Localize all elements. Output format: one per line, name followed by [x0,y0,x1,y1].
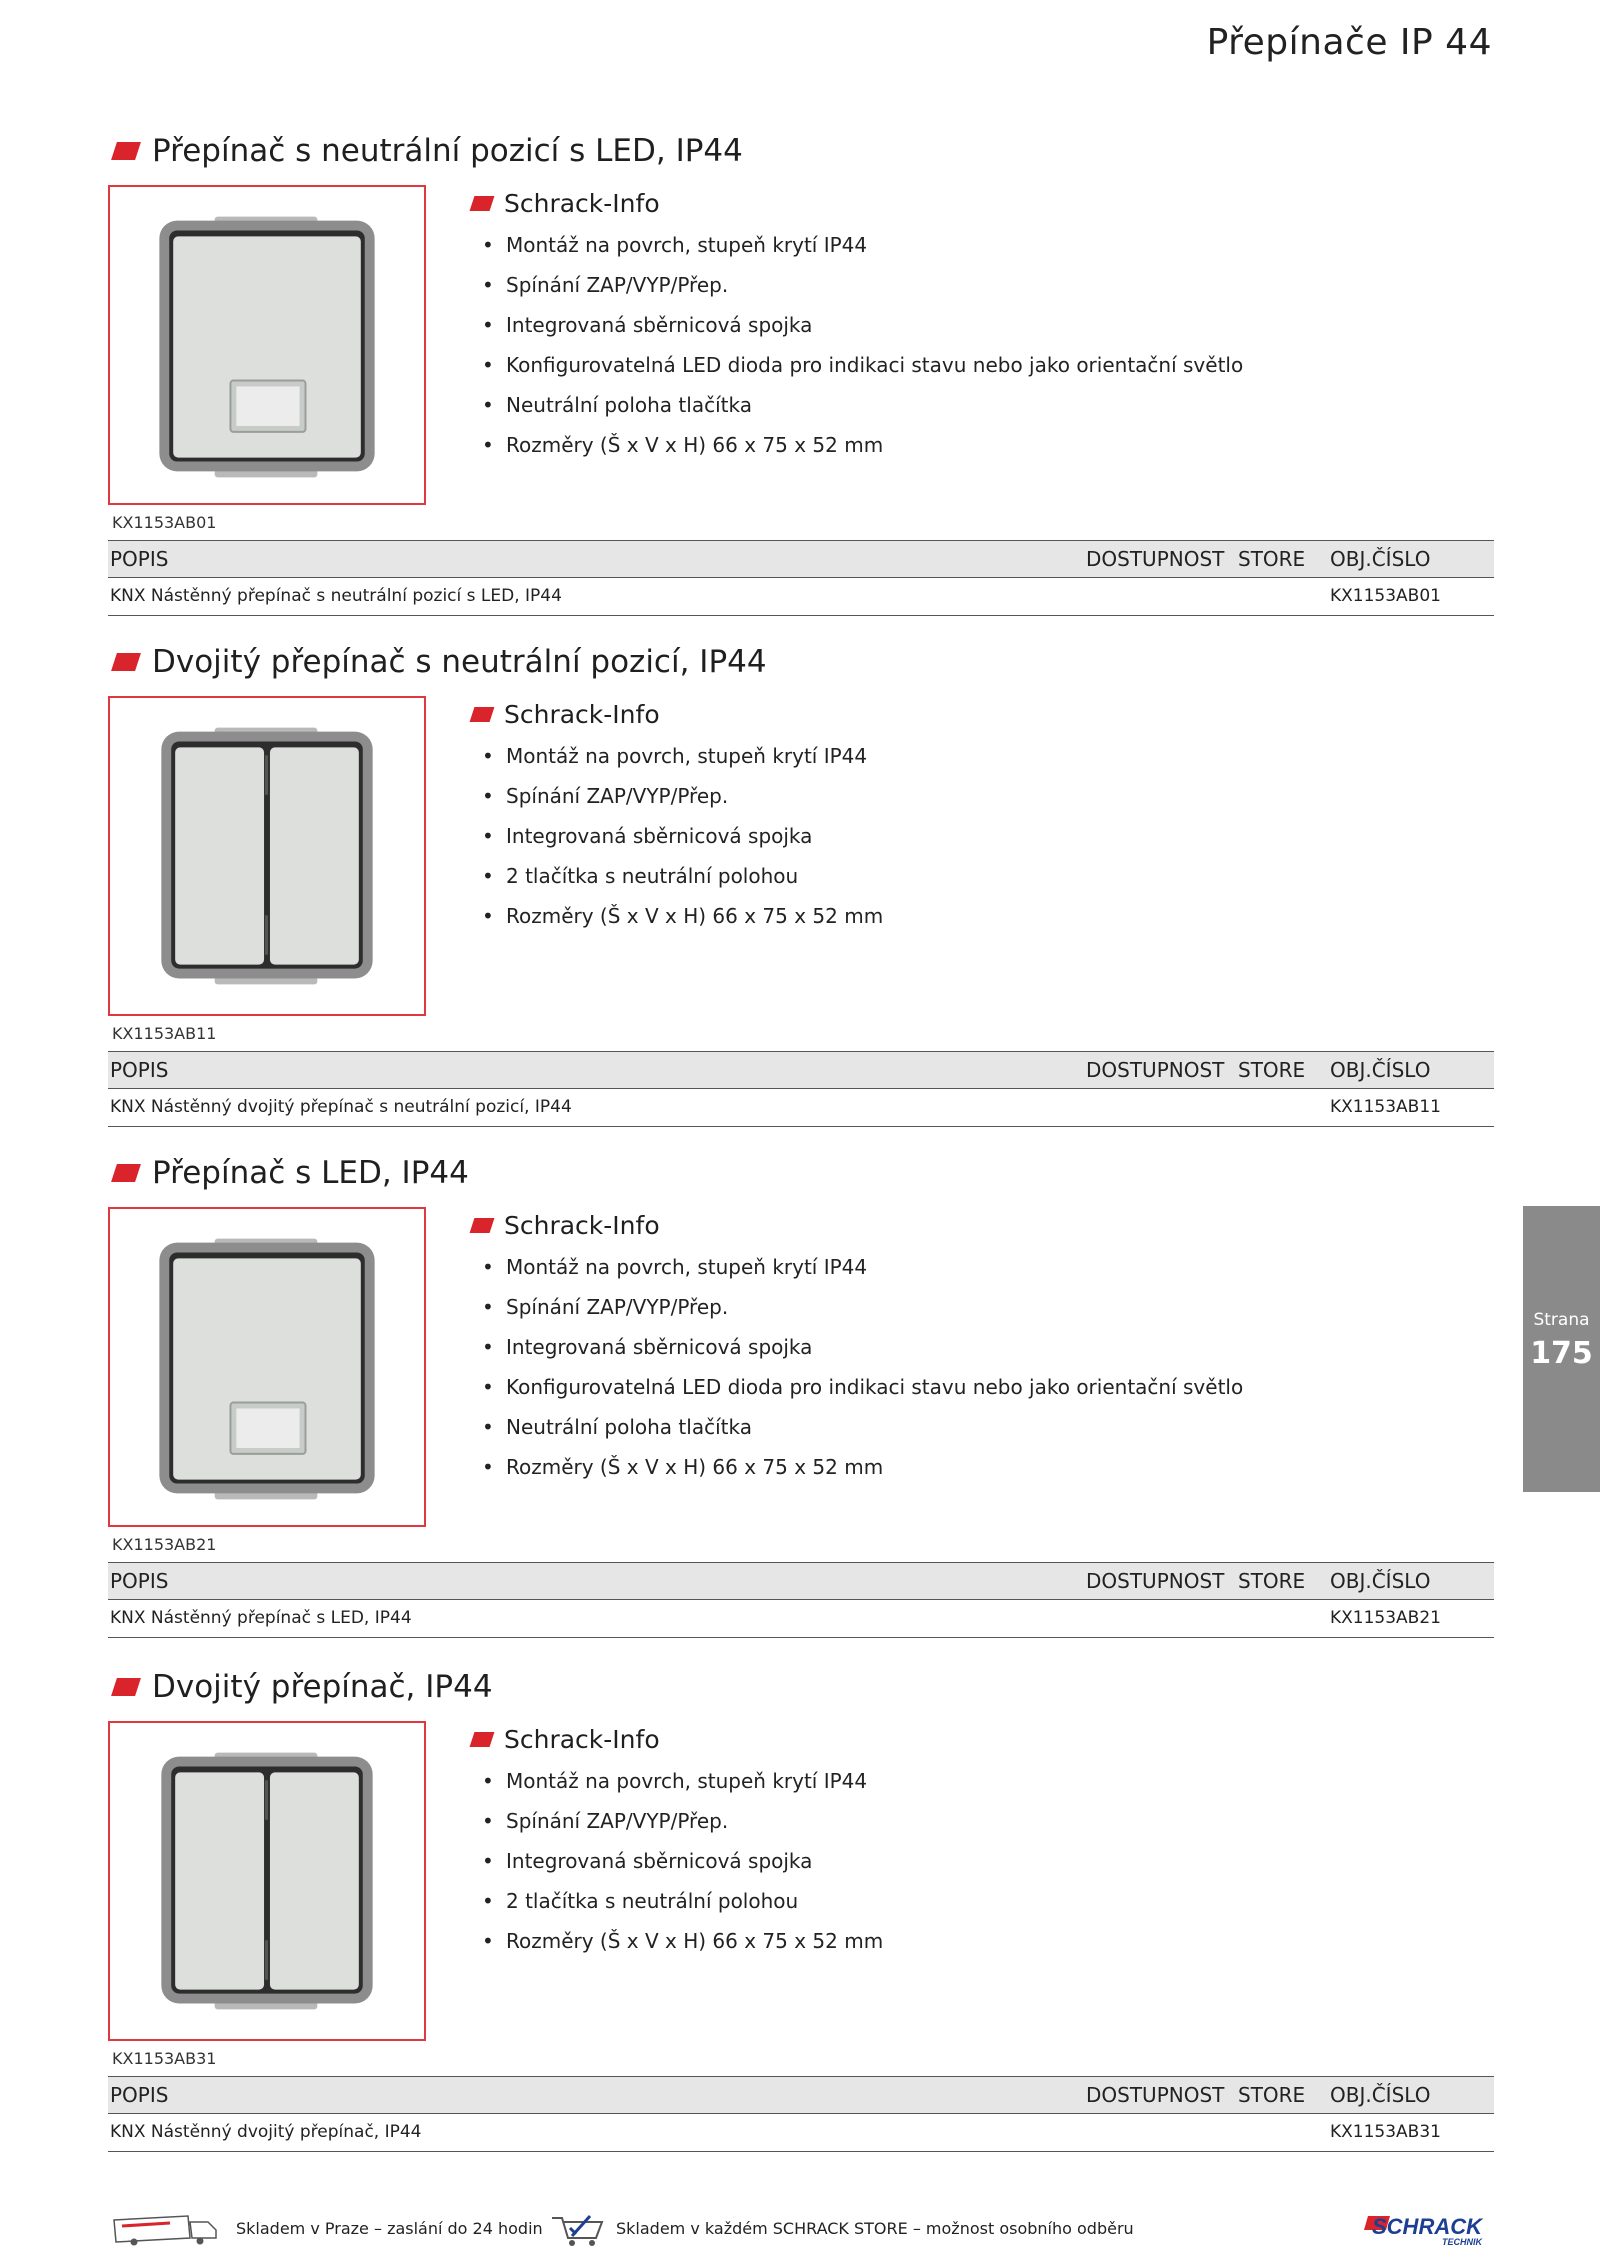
product-table [108,1051,1494,1127]
footer-text-delivery: Skladem v Praze – zaslání do 24 hodin [236,2219,543,2238]
row-obj: KX1153AB31 [1330,2122,1441,2142]
info-title: Schrack-Info [504,1210,660,1240]
svg-text:SCHRACK: SCHRACK [1372,2214,1482,2239]
product-code: KX1153AB01 [112,513,217,532]
info-title: Schrack-Info [504,188,660,218]
bullet-item: • Rozměry (Š x V x H) 66 x 75 x 52 mm [468,1447,1448,1487]
header-store: STORE [1238,2083,1306,2107]
header-obj: OBJ.ČÍSLO [1330,2083,1431,2107]
table-header [108,1562,1494,1600]
red-marker-icon [111,653,141,671]
table-row [108,1600,1494,1638]
section-title: Přepínač s neutrální pozicí s LED, IP44 [152,133,743,169]
product-image-frame [108,1207,426,1527]
product-section [108,638,1494,1138]
bullet-item: • 2 tlačítka s neutrální polohou [468,856,1448,896]
product-image-frame [108,696,426,1016]
page-title: Přepínače IP 44 [1206,22,1492,63]
bullet-item: • Rozměry (Š x V x H) 66 x 75 x 52 mm [468,1921,1448,1961]
header-store: STORE [1238,1569,1306,1593]
single-switch-led-image [110,1209,424,1525]
bullet-item: • 2 tlačítka s neutrální polohou [468,1881,1448,1921]
bullet-item: • Spínání ZAP/VYP/Přep. [468,265,1448,305]
product-table [108,2076,1494,2152]
double-switch-image [110,698,424,1014]
table-row [108,2114,1494,2152]
header-store: STORE [1238,547,1306,571]
bullet-item: • Integrovaná sběrnicová spojka [468,1841,1448,1881]
bullet-item: • Spínání ZAP/VYP/Přep. [468,1801,1448,1841]
product-section [108,127,1494,627]
bullet-item: • Montáž na povrch, stupeň krytí IP44 [468,225,1448,265]
red-marker-icon [470,196,495,211]
bullet-item: • Montáž na povrch, stupeň krytí IP44 [468,1761,1448,1801]
row-obj: KX1153AB11 [1330,1097,1441,1117]
red-marker-icon [470,1732,495,1747]
row-popis: KNX Nástěnný dvojitý přepínač s neutrální pozicí, IP44 [110,1097,572,1117]
bullet-item: • Integrovaná sběrnicová spojka [468,305,1448,345]
bullet-item: • Integrovaná sběrnicová spojka [468,1327,1448,1367]
bullet-item: • Spínání ZAP/VYP/Přep. [468,1287,1448,1327]
bullet-item: • Integrovaná sběrnicová spojka [468,816,1448,856]
table-header [108,2076,1494,2114]
product-section [108,1663,1494,2163]
table-row [108,578,1494,616]
page-number: 175 [1530,1336,1593,1371]
header-obj: OBJ.ČÍSLO [1330,547,1431,571]
red-marker-icon [470,707,495,722]
section-title: Dvojitý přepínač s neutrální pozicí, IP44 [152,644,767,680]
header-popis: POPIS [110,2083,169,2107]
bullet-item: • Konfigurovatelná LED dioda pro indikaci stavu nebo jako orientační světlo [468,345,1448,385]
schrack-info [468,696,1448,936]
info-title: Schrack-Info [504,699,660,729]
bullet-item: • Konfigurovatelná LED dioda pro indikaci stavu nebo jako orientační světlo [468,1367,1448,1407]
header-popis: POPIS [110,1058,169,1082]
product-image-frame [108,1721,426,2041]
bullet-item: • Neutrální poloha tlačítka [468,385,1448,425]
footer-text-store: Skladem v každém SCHRACK STORE – možnost osobního odběru [616,2219,1134,2238]
header-dostupnost: DOSTUPNOST [1086,2083,1225,2107]
truck-icon [110,2212,222,2246]
svg-text:TECHNIK: TECHNIK [1442,2237,1482,2247]
header-dostupnost: DOSTUPNOST [1086,547,1225,571]
section-heading [114,1663,493,1711]
product-image-frame [108,185,426,505]
product-code: KX1153AB11 [112,1024,217,1043]
product-section [108,1149,1494,1649]
double-switch-image [110,1723,424,2039]
bullet-item: • Rozměry (Š x V x H) 66 x 75 x 52 mm [468,896,1448,936]
bullet-item: • Rozměry (Š x V x H) 66 x 75 x 52 mm [468,425,1448,465]
bullet-item: • Neutrální poloha tlačítka [468,1407,1448,1447]
footer [108,2208,1508,2252]
schrack-info [468,1721,1448,1961]
bullet-item: • Montáž na povrch, stupeň krytí IP44 [468,1247,1448,1287]
header-obj: OBJ.ČÍSLO [1330,1569,1431,1593]
info-title: Schrack-Info [504,1724,660,1754]
schrack-info [468,1207,1448,1487]
section-heading [114,638,767,686]
shopping-cart-icon [550,2212,606,2248]
red-marker-icon [470,1218,495,1233]
row-obj: KX1153AB01 [1330,586,1441,606]
header-dostupnost: DOSTUPNOST [1086,1058,1225,1082]
page-number-tab [1523,1206,1600,1492]
bullet-item: • Spínání ZAP/VYP/Přep. [468,776,1448,816]
row-popis: KNX Nástěnný přepínač s LED, IP44 [110,1608,412,1628]
product-code: KX1153AB31 [112,2049,217,2068]
product-table [108,540,1494,616]
bullet-item: • Montáž na povrch, stupeň krytí IP44 [468,736,1448,776]
red-marker-icon [111,142,141,160]
section-title: Dvojitý přepínač, IP44 [152,1669,493,1705]
header-obj: OBJ.ČÍSLO [1330,1058,1431,1082]
page-label: Strana [1533,1310,1590,1330]
row-obj: KX1153AB21 [1330,1608,1441,1628]
red-marker-icon [111,1678,141,1696]
schrack-info [468,185,1448,465]
table-header [108,540,1494,578]
row-popis: KNX Nástěnný přepínač s neutrální pozicí s LED, IP44 [110,586,562,606]
header-dostupnost: DOSTUPNOST [1086,1569,1225,1593]
product-table [108,1562,1494,1638]
section-heading [114,127,743,175]
product-code: KX1153AB21 [112,1535,217,1554]
single-switch-led-image [110,187,424,503]
header-popis: POPIS [110,1569,169,1593]
table-header [108,1051,1494,1089]
header-popis: POPIS [110,547,169,571]
schrack-logo [1362,2212,1502,2248]
section-title: Přepínač s LED, IP44 [152,1155,469,1191]
row-popis: KNX Nástěnný dvojitý přepínač, IP44 [110,2122,422,2142]
red-marker-icon [111,1164,141,1182]
header-store: STORE [1238,1058,1306,1082]
table-row [108,1089,1494,1127]
section-heading [114,1149,469,1197]
